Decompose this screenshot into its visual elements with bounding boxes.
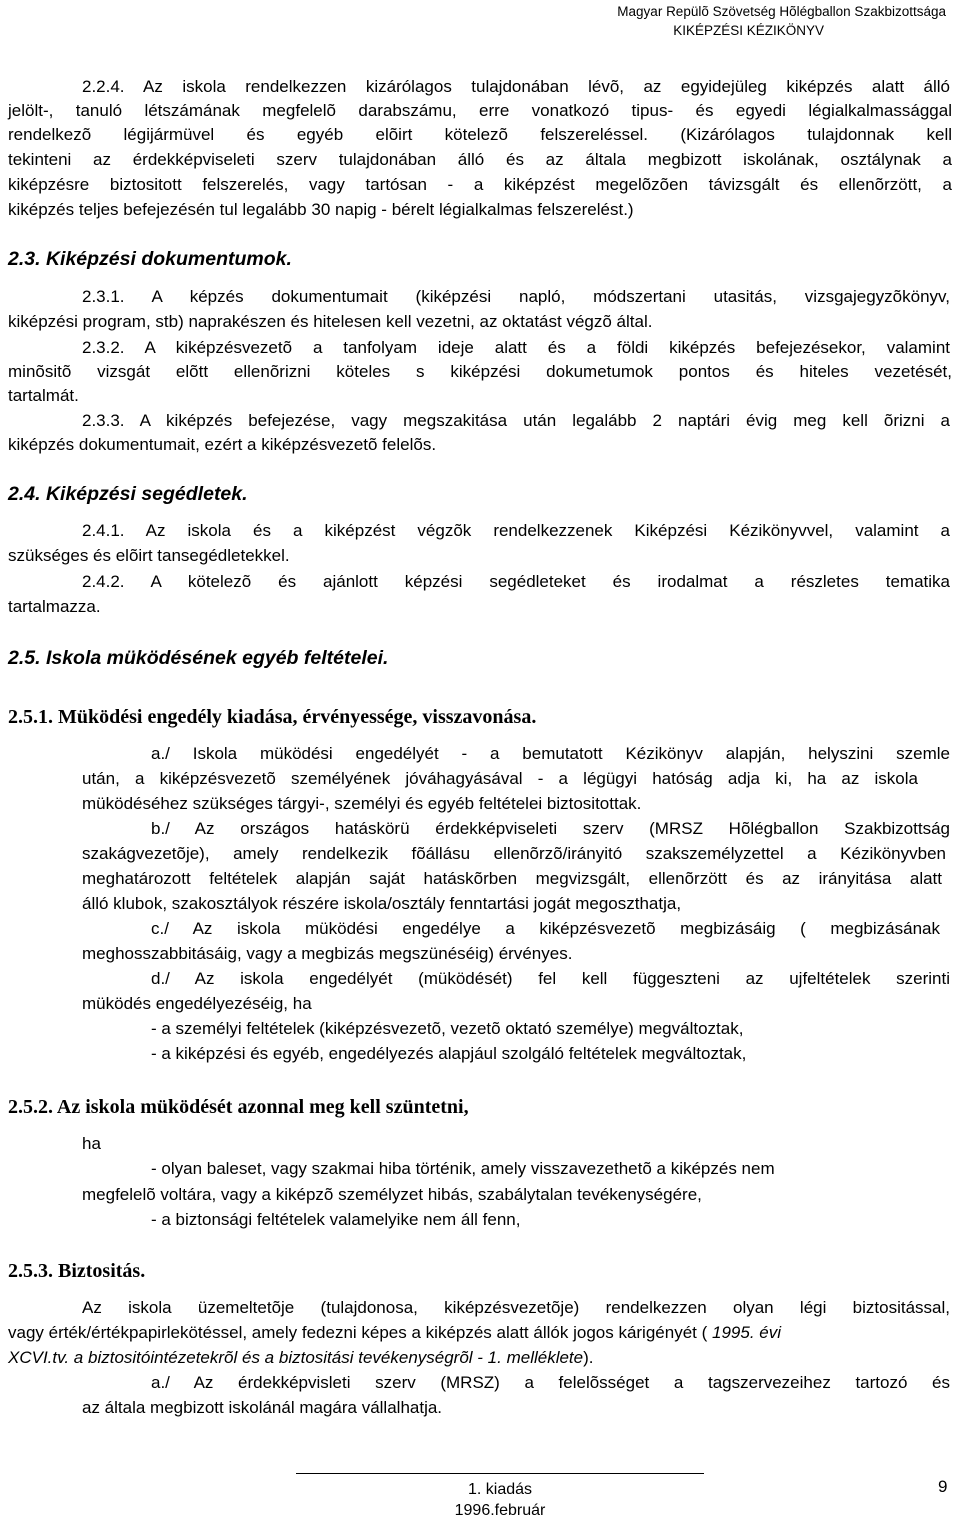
paragraph-line: álló klubok, szakosztályok részére iskola/osztály fenntartási jogát megoszthatja,: [82, 894, 682, 913]
paragraph-line: szükséges és elõirt tansegédletekkel.: [8, 546, 290, 565]
paragraph-line: jelölt-, tanuló létszámának megfelelõ darabszámu, erre vonatkozó tipus- és egyedi légialkalmassággal: [8, 101, 952, 120]
paragraph-line: kiképzés dokumentumait, ezért a kiképzésvezetõ felelõs.: [8, 435, 437, 454]
header-organization: Magyar Repülõ Szövetség Hõlégballon Szakbizottsága: [617, 4, 946, 19]
subsection-heading: 2.5.3. Biztositás.: [8, 1260, 146, 1282]
text-span: ).: [583, 1348, 594, 1367]
paragraph-line: kiképzés teljes befejezésén tul legalább 30 napig - bérelt légialkalmas felszerelést.): [8, 200, 634, 219]
paragraph-line: tekinteni az érdekképviseleti szerv tulajdonában álló és az általa megbizott iskolának, osztálynak a: [8, 150, 952, 169]
paragraph-line: c./ Az iskola müködési engedélye a kiképzésvezetõ megbizásáig ( megbizásának: [151, 919, 940, 938]
section-heading: 2.3. Kiképzési dokumentumok.: [8, 248, 292, 270]
paragraph-line: a./ Iskola müködési engedélyét - a bemutatott Kézikönyv alapján, helyszini szemle: [151, 744, 950, 763]
paragraph-line: az általa megbizott iskolánál magára vállalhatja.: [82, 1398, 443, 1417]
paragraph-line: a./ Az érdekképvisleti szerv (MRSZ) a felelõsséget a tagszervezeihez tartozó és: [151, 1373, 950, 1392]
paragraph-line: [8, 1347, 952, 1368]
paragraph-line: meghosszabbitásáig, vagy a megbizás megszünéséig) érvényes.: [82, 944, 573, 963]
list-item: - a kiképzési és egyéb, engedélyezés alapjául szolgáló feltételek megváltoztak,: [151, 1044, 747, 1063]
italic-reference: 1995. évi: [712, 1323, 781, 1342]
subsection-heading: 2.5.1. Müködési engedély kiadása, érvényessége, visszavonása.: [8, 706, 537, 728]
list-item: - a biztonsági feltételek valamelyike nem áll fenn,: [151, 1210, 521, 1229]
paragraph-line: Az iskola üzemeltetõje (tulajdonosa, kiképzésvezetõje) rendelkezzen olyan légi biztositással,: [82, 1298, 950, 1317]
paragraph-line: müködés engedélyezéséig, ha: [82, 994, 312, 1013]
text-span: vagy érték/értékpapirlekötéssel, amely fedezni képes a kiképzés alatt álló: [8, 1323, 560, 1342]
paragraph-line: szakágvezetõje), amely rendelkezik fõállásu ellenõrzõ/irányitó szakszemélyzettel a Kézikönyvben: [82, 844, 946, 863]
paragraph-line: 2.3.2. A kiképzésvezetõ a tanfolyam ideje alatt és a földi kiképzés befejezésekor, valamint: [82, 338, 950, 357]
footer-rule: [296, 1473, 704, 1474]
text-span: k jogos kárigényét (: [559, 1323, 712, 1342]
section-heading: 2.4. Kiképzési segédletek.: [8, 483, 248, 505]
paragraph-line: ha: [82, 1134, 101, 1153]
paragraph-line: [8, 1322, 952, 1343]
list-item: - olyan baleset, vagy szakmai hiba történik, amely visszavezethetõ a kiképzés nem: [151, 1159, 775, 1178]
paragraph-line: 2.4.1. Az iskola és a kiképzést végzõk rendelkezzenek Kiképzési Kézikönyvvel, valamint a: [82, 521, 950, 540]
paragraph-line: 2.3.3. A kiképzés befejezése, vagy megszakitása után legalább 2 naptári évig meg kell õrizni a: [82, 411, 950, 430]
footer-date: 1996.február: [454, 1502, 546, 1519]
header-manual-title: KIKÉPZÉSI KÉZIKÖNYV: [673, 23, 824, 38]
paragraph-line: 2.2.4. Az iskola rendelkezzen kizárólagos tulajdonában lévõ, az egyidejüleg kiképzés alatt álló: [82, 77, 950, 96]
paragraph-line: után, a kiképzésvezetõ személyének jóváhagyásával - a légügyi hatóság adja ki, ha az iskola: [82, 769, 918, 788]
paragraph-line: müködéséhez szükséges tárgyi-, személyi és egyéb feltételei biztositottak.: [82, 794, 642, 813]
paragraph-line: 2.3.1. A képzés dokumentumait (kiképzési napló, módszertani utasitás, vizsgajegyzõkönyv,: [82, 287, 950, 306]
paragraph-line: tartalmát.: [8, 386, 79, 405]
paragraph-line: d./ Az iskola engedélyét (müködését) fel kell függeszteni az ujfeltételek szerinti: [151, 969, 950, 988]
page-number: 9: [938, 1477, 948, 1496]
italic-reference: XCVI.tv. a biztositóintézetekrõl és a biztositási tevékenységrõl - 1. melléklete: [8, 1348, 584, 1367]
paragraph-line: minõsitõ vizsgát elõtt ellenõrizni köteles s kiképzési dokumetumok pontos és hiteles vezetését,: [8, 362, 952, 381]
footer-edition: 1. kiadás: [467, 1481, 533, 1498]
paragraph-line: rendelkezõ légijármüvel és egyéb elõirt kötelezõ felszereléssel. (Kizárólagos tulajdonnak kell: [8, 125, 952, 144]
paragraph-line: b./ Az országos hatáskörü érdekképviseleti szerv (MRSZ Hõlégballon Szakbizottság: [151, 819, 950, 838]
section-heading: 2.5. Iskola müködésének egyéb feltételei.: [8, 647, 389, 669]
paragraph-line: megfelelõ voltára, vagy a kiképzõ személyzet hibás, szabálytalan tevékenységére,: [82, 1185, 702, 1204]
paragraph-line: kiképzési program, stb) naprakészen és hitelesen kell vezetni, az oktatást végzõ által.: [8, 312, 653, 331]
subsection-heading: 2.5.2. Az iskola müködését azonnal meg kell szüntetni,: [8, 1096, 469, 1118]
paragraph-line: kiképzésre biztositott felszerelés, vagy tartósan - a kiképzést megelõzõen távizsgált és ellenõrzött, a: [8, 175, 952, 194]
list-item: - a személyi feltételek (kiképzésvezetõ, vezetõ oktató személye) megváltoztak,: [151, 1019, 744, 1038]
paragraph-line: tartalmazza.: [8, 597, 101, 616]
paragraph-line: meghatározott feltételek alapján saját hatáskõrben megvizsgált, ellenõrzött és az irányitása alatt: [82, 869, 942, 888]
paragraph-line: 2.4.2. A kötelezõ és ajánlott képzési segédleteket és irodalmat a részletes tematika: [82, 572, 950, 591]
